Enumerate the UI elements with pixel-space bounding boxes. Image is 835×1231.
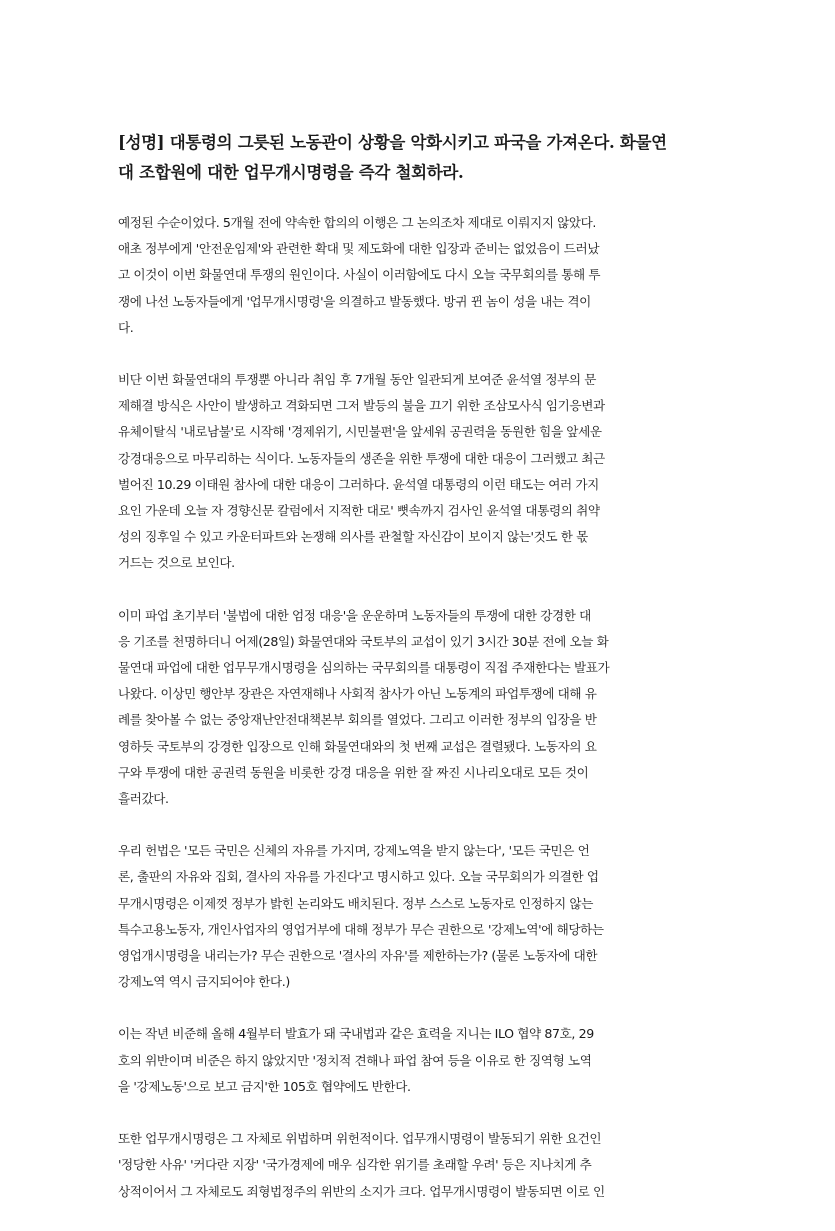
paragraph-2: [118, 367, 718, 577]
text-line: 제해결 방식은 사안이 발생하고 격화되면 그저 발등의 불을 끄기 위한 조삼모사식 임기응변과: [118, 398, 605, 414]
text-line: 강경대응으로 마무리하는 식이다. 노동자들의 생존을 위한 투쟁에 대한 대응이 그러했고 최근: [118, 450, 605, 466]
text-line: 벌어진 10.29 이태원 참사에 대한 대응이 그러하다. 윤석열 대통령의 이런 태도는 여러 가지: [118, 476, 599, 492]
paragraph-1: [118, 210, 718, 341]
text-line: 상적이어서 그 자체로도 죄형법정주의 위반의 소지가 크다. 업무개시명령이 발동되면 이로 인: [118, 1183, 605, 1199]
text-line: 나왔다. 이상민 행안부 장관은 자연재해나 사회적 참사가 아닌 노동계의 파업투쟁에 대해 유: [118, 686, 597, 702]
statement-title: [118, 128, 718, 188]
text-line: 강제노역 역시 금지되어야 한다.): [118, 974, 290, 990]
text-line: 영업개시명령을 내리는가? 무슨 권한으로 '결사의 자유'를 제한하는가? (물론 노동자에 대한: [118, 948, 598, 964]
text-line: 무개시명령은 이제껏 정부가 밝힌 논리와도 배치된다. 정부 스스로 노동자로 인정하지 않는: [118, 895, 593, 911]
text-line: 이미 파업 초기부터 '불법에 대한 엄정 대응'을 운운하며 노동자들의 투쟁에 대한 강경한 대: [118, 607, 591, 623]
text-line: 비단 이번 화물연대의 투쟁뿐 아니라 취임 후 7개월 동안 일관되게 보여준 윤석열 정부의 문: [118, 372, 597, 388]
paragraph-3: [118, 603, 718, 813]
text-line: 다.: [118, 319, 134, 335]
text-line: 응 기조를 천명하더니 어제(28일) 화물연대와 국토부의 교섭이 있기 3시간 30분 전에 오늘 화: [118, 633, 609, 649]
title-line: 대 조합원에 대한 업무개시명령을 즉각 철회하라.: [118, 163, 464, 182]
text-line: 고 이것이 이번 화물연대 투쟁의 원인이다. 사실이 이러함에도 다시 오늘 국무회의를 통해 투: [118, 267, 601, 283]
text-line: 특수고용노동자, 개인사업자의 영업거부에 대해 정부가 무슨 권한으로 '강제노역'에 해당하는: [118, 921, 604, 937]
paragraph-4: [118, 838, 718, 995]
text-line: 례를 찾아볼 수 없는 중앙재난안전대책본부 회의를 열었다. 그리고 이러한 정부의 입장을 반: [118, 712, 597, 728]
text-line: 쟁에 나선 노동자들에게 '업무개시명령'을 의결하고 발동했다. 방귀 뀐 놈이 성을 내는 격이: [118, 293, 591, 309]
text-line: 물연대 파업에 대한 업무무개시명령을 심의하는 국무회의를 대통령이 직접 주재한다는 발표가: [118, 660, 610, 676]
title-line: [성명] 대통령의 그릇된 노동관이 상황을 악화시키고 파국을 가져온다. 화물연: [118, 133, 667, 152]
text-line: 예정된 수순이었다. 5개월 전에 약속한 합의의 이행은 그 논의조차 제대로 이뤄지지 않았다.: [118, 215, 597, 230]
text-line: 애초 정부에게 '안전운임제'와 관련한 확대 및 제도화에 대한 입장과 준비는 없었음이 드러났: [118, 241, 600, 257]
text-line: 흘러갔다.: [118, 791, 169, 807]
text-line: 성의 징후일 수 있고 카운터파트와 논쟁해 의사를 관철할 자신감이 보이지 않는'것도 한 몫: [118, 529, 588, 545]
text-line: 우리 헌법은 '모든 국민은 신체의 자유를 가지며, 강제노역을 받지 않는다', '모든 국민은 언: [118, 843, 590, 859]
document-page: [118, 128, 718, 1231]
text-line: 론, 출판의 자유와 집회, 결사의 자유를 가진다'고 명시하고 있다. 오늘 국무회의가 의결한 업: [118, 869, 599, 885]
text-line: 구와 투쟁에 대한 공권력 동원을 비롯한 강경 대응을 위한 잘 짜진 시나리오대로 모든 것이: [118, 764, 589, 780]
text-line: 요인 가운데 오늘 자 경향신문 칼럼에서 지적한 대로' 뼛속까지 검사인 윤석열 대통령의 취약: [118, 503, 600, 519]
paragraph-6: [118, 1126, 718, 1205]
text-line: 거드는 것으로 보인다.: [118, 555, 235, 571]
text-line: 영하듯 국토부의 강경한 입장으로 인해 화물연대와의 첫 번째 교섭은 결렬됐다. 노동자의 요: [118, 738, 597, 754]
text-line: 유체이탈식 '내로남불'로 시작해 '경제위기, 시민불편'을 앞세워 공권력을 동원한 힘을 앞세운: [118, 424, 602, 440]
text-line: 이는 작년 비준해 올해 4월부터 발효가 돼 국내법과 같은 효력을 지니는 ILO 협약 87호, 29: [118, 1026, 594, 1042]
text-line: '정당한 사유' '커다란 지장' '국가경제에 매우 심각한 위기를 초래할 우려' 등은 지나치게 추: [118, 1157, 592, 1173]
text-line: 또한 업무개시명령은 그 자체로 위법하며 위헌적이다. 업무개시명령이 발동되기 위한 요건인: [118, 1131, 602, 1147]
text-line: 을 '강제노동'으로 보고 금지'한 105호 협약에도 반한다.: [118, 1078, 411, 1094]
text-line: 호의 위반이며 비준은 하지 않았지만 '정치적 견해나 파업 참여 등을 이유로 한 징역형 노역: [118, 1052, 592, 1068]
paragraph-5: [118, 1021, 718, 1100]
